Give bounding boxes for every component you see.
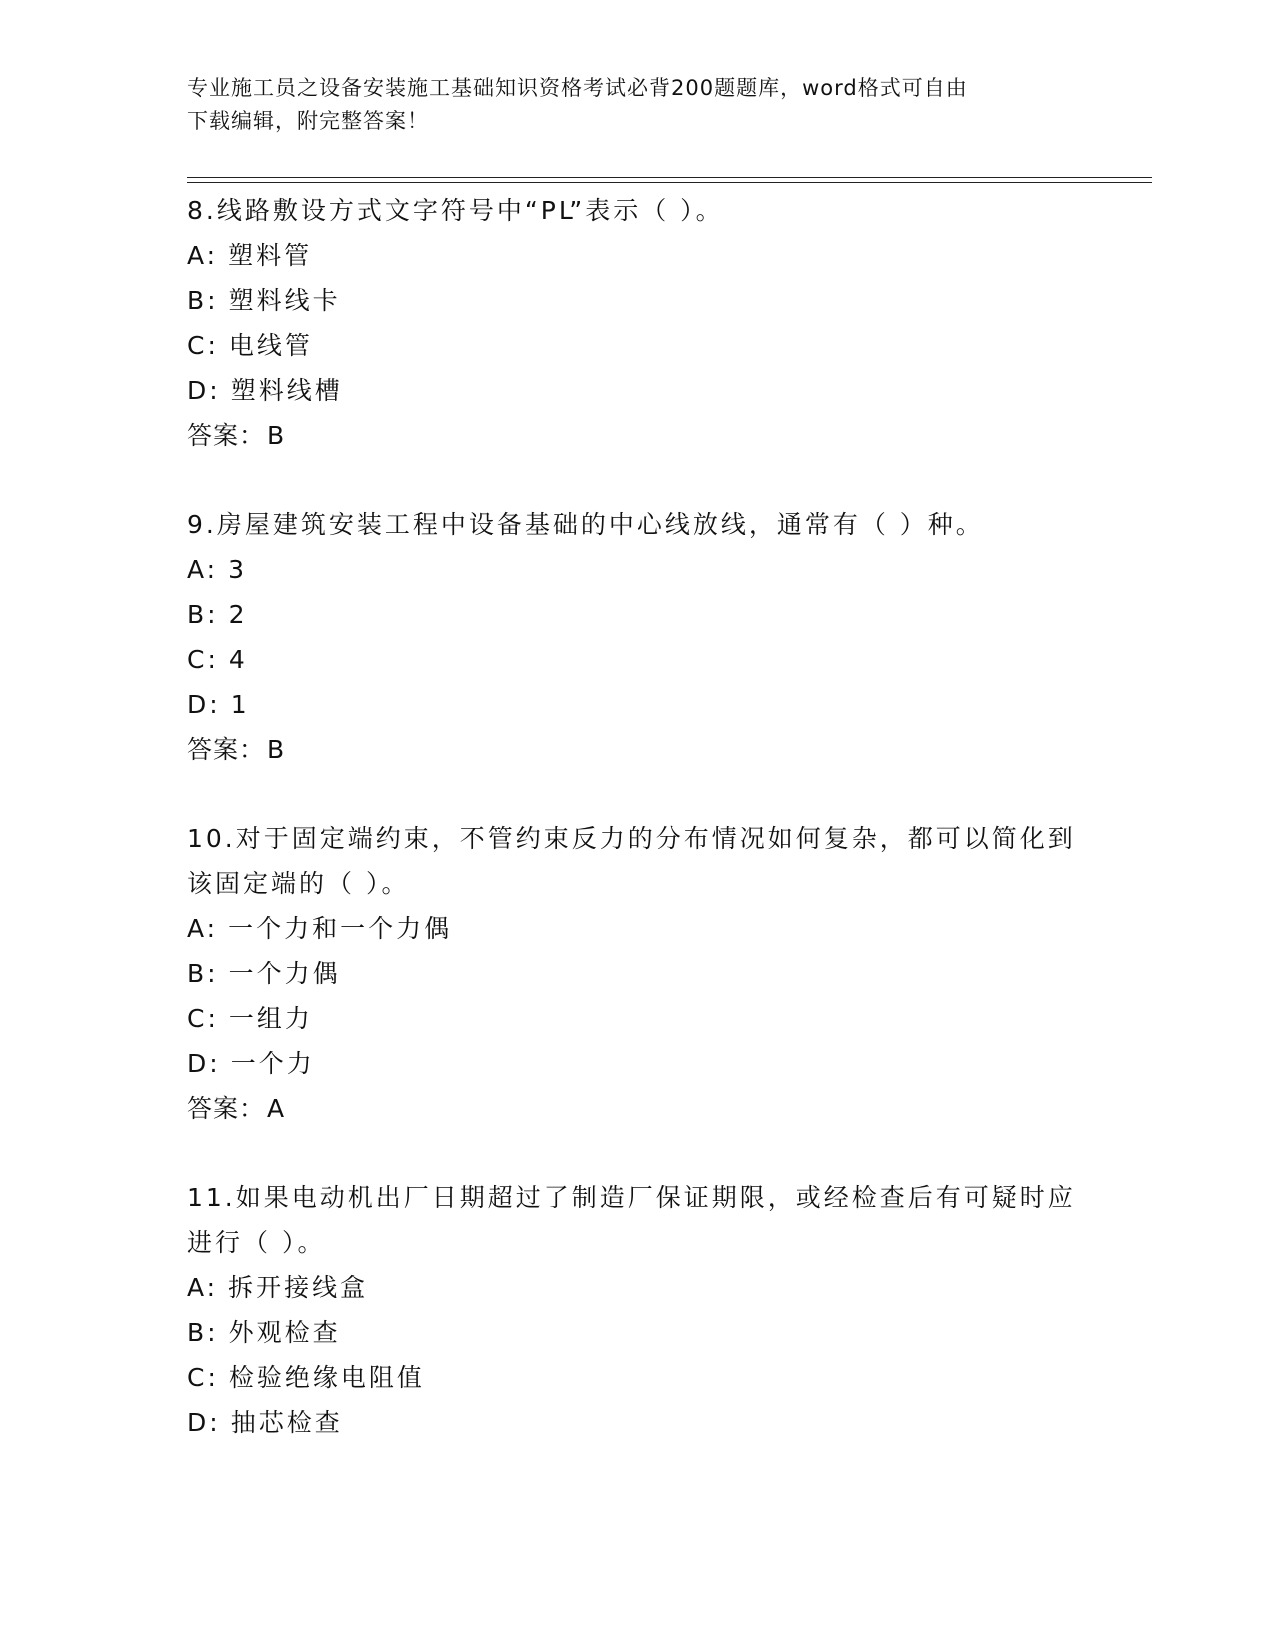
question-stem: 11.如果电动机出厂日期超过了制造厂保证期限，或经检查后有可疑时应进行（ ）。 <box>187 1183 1076 1257</box>
option-text: 一个力和一个力偶 <box>228 914 453 943</box>
option-b <box>187 278 1087 323</box>
option-a <box>187 547 1087 592</box>
option-key: D: <box>187 690 221 719</box>
answer-line <box>187 1086 1087 1131</box>
answer-value: B <box>267 421 286 450</box>
option-text: 一个力偶 <box>228 959 341 988</box>
answer-value: A <box>267 1094 286 1123</box>
header-divider-top <box>187 177 1152 178</box>
header-line-2: 下载编辑，附完整答案！ <box>187 109 429 133</box>
option-a <box>187 1265 1087 1310</box>
option-key: B: <box>187 286 219 315</box>
option-key: A: <box>187 1273 219 1302</box>
option-d <box>187 682 1087 727</box>
option-text: 4 <box>228 645 248 674</box>
option-key: B: <box>187 600 219 629</box>
question-list <box>187 188 1087 1445</box>
header-line-1: 专业施工员之设备安装施工基础知识资格考试必背200题题库，word格式可自由 <box>187 76 968 100</box>
option-key: A: <box>187 241 219 270</box>
option-key: C: <box>187 645 219 674</box>
document-header <box>187 72 1087 138</box>
answer-line <box>187 727 1087 772</box>
question-stem: 9.房屋建筑安装工程中设备基础的中心线放线，通常有（ ）种。 <box>187 510 984 539</box>
question-8 <box>187 188 1087 458</box>
option-b <box>187 592 1087 637</box>
option-key: A: <box>187 914 219 943</box>
option-key: C: <box>187 1363 219 1392</box>
option-key: B: <box>187 959 219 988</box>
question-9 <box>187 502 1087 772</box>
option-text: 一组力 <box>228 1004 313 1033</box>
option-text: 检验绝缘电阻值 <box>228 1363 425 1392</box>
question-stem: 10.对于固定端约束，不管约束反力的分布情况如何复杂，都可以简化到该固定端的（ ）。 <box>187 824 1076 898</box>
option-b <box>187 951 1087 996</box>
option-text: 塑料管 <box>228 241 313 270</box>
option-a <box>187 906 1087 951</box>
question-11 <box>187 1175 1087 1445</box>
option-d <box>187 1400 1087 1445</box>
option-key: A: <box>187 555 219 584</box>
answer-value: B <box>267 735 286 764</box>
option-text: 塑料线卡 <box>228 286 341 315</box>
answer-line <box>187 413 1087 458</box>
option-key: B: <box>187 1318 219 1347</box>
answer-label: 答案： <box>187 1094 266 1123</box>
option-text: 1 <box>230 690 250 719</box>
option-key: D: <box>187 1049 221 1078</box>
option-c <box>187 637 1087 682</box>
answer-label: 答案： <box>187 421 266 450</box>
option-key: C: <box>187 1004 219 1033</box>
header-divider-bottom <box>187 182 1152 183</box>
option-d <box>187 1041 1087 1086</box>
option-text: 外观检查 <box>228 1318 341 1347</box>
option-key: D: <box>187 376 221 405</box>
answer-label: 答案： <box>187 735 266 764</box>
option-b <box>187 1310 1087 1355</box>
option-c <box>187 996 1087 1041</box>
option-text: 2 <box>228 600 248 629</box>
option-text: 塑料线槽 <box>230 376 343 405</box>
question-10 <box>187 816 1087 1131</box>
option-key: C: <box>187 331 219 360</box>
question-stem: 8.线路敷设方式文字符号中“PL”表示（ ）。 <box>187 196 724 225</box>
option-c <box>187 1355 1087 1400</box>
option-text: 拆开接线盒 <box>228 1273 369 1302</box>
option-key: D: <box>187 1408 221 1437</box>
option-text: 3 <box>228 555 247 584</box>
option-text: 电线管 <box>228 331 313 360</box>
option-text: 一个力 <box>230 1049 315 1078</box>
option-d <box>187 368 1087 413</box>
option-c <box>187 323 1087 368</box>
option-text: 抽芯检查 <box>230 1408 343 1437</box>
option-a <box>187 233 1087 278</box>
